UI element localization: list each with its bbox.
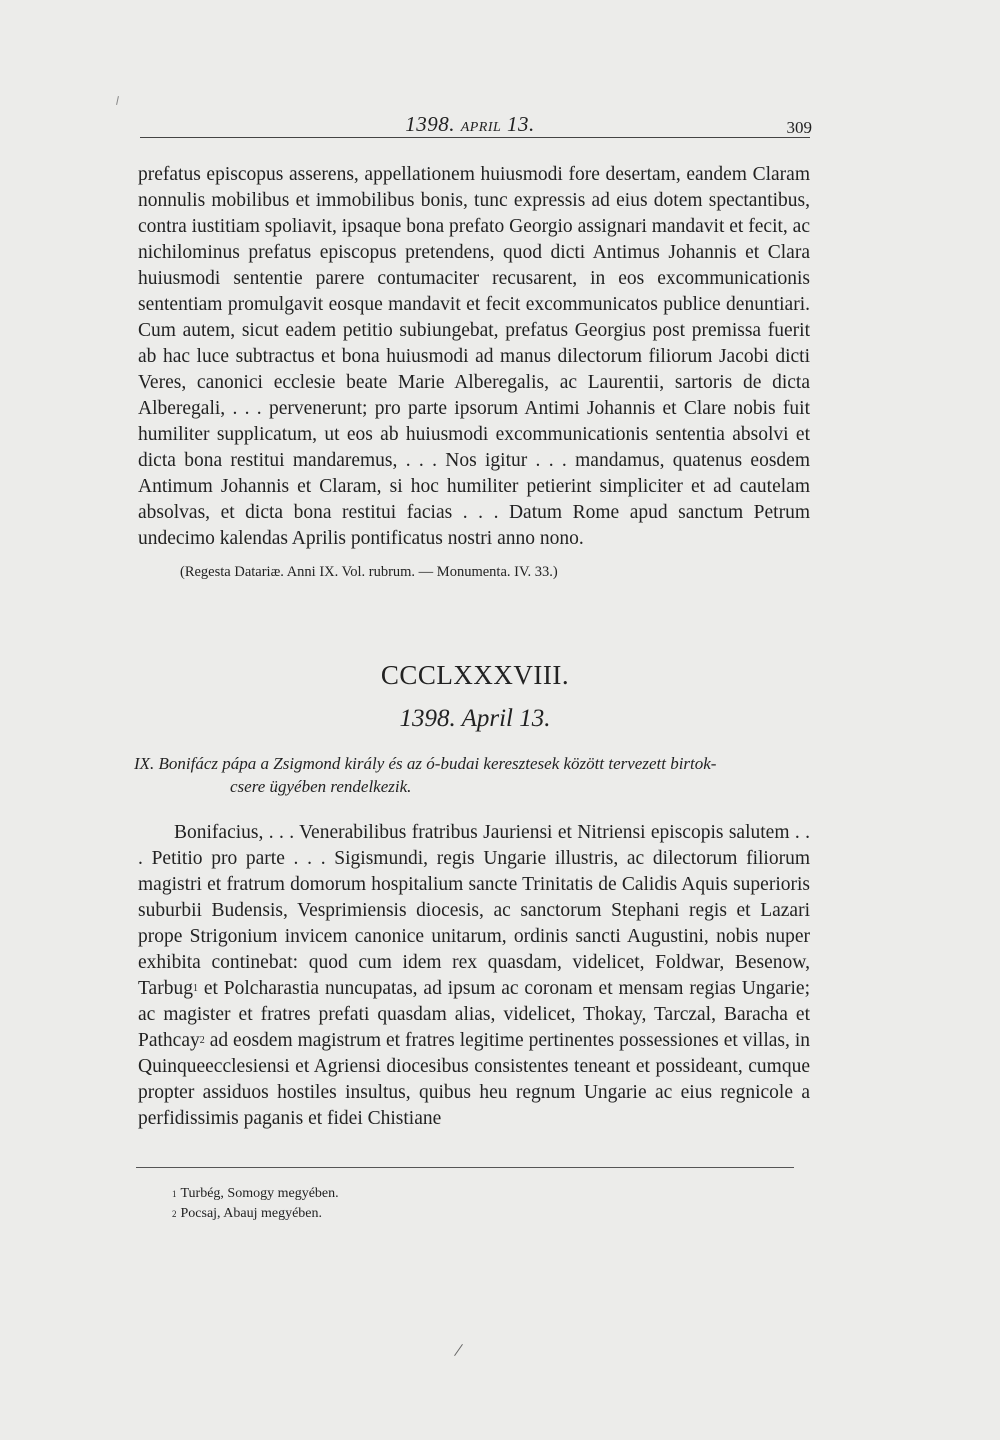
- header-month: APRIL: [460, 120, 502, 135]
- footnote-text: Pocsaj, Abauj megyében.: [180, 1206, 323, 1221]
- footnote: [172, 1204, 339, 1224]
- citation: (Regesta Datariæ. Anni IX. Vol. rubrum. — Monumenta. IV. 33.): [180, 564, 558, 580]
- continuation-text: [138, 162, 810, 552]
- stray-mark: [116, 96, 119, 105]
- header-rule: [140, 137, 810, 138]
- header-year: 1398.: [405, 112, 455, 136]
- footnote-mark: 2: [172, 1209, 177, 1219]
- document-number: CCCLXXXVIII.: [380, 660, 570, 690]
- footnote: [172, 1184, 339, 1204]
- header-day: 13.: [507, 112, 535, 136]
- regest-line: csere ügyében rendelkezik.: [230, 777, 412, 796]
- footnote-mark: 1: [172, 1189, 177, 1199]
- document-date: 1398. April 13.: [399, 705, 551, 732]
- body-text: et Polcharastia nuncupatas, ad ipsum ac coronam et mensam regias Ungarie; ac magister et fratres prefati quasdam alias, videlicet, Thokay, Tarczal, Baracha et Pathcay: [138, 978, 810, 1051]
- document-regest: [134, 752, 810, 798]
- body-text: Bonifacius, . . . Venerabilibus fratribus Jauriensi et Nitriensi episcopis salutem . . . Petitio pro parte . . . Sigismundi, regis Ungarie illustris, ac dilectorum filiorum magistri et fratrum domorum hospitalium sancte Trinitatis de Calidis Aquis superioris suburbii Budensis, Vesprimiensis diocesis, ac sanctorum Stephani regis et Lazari prope Strigonium invicem canonice unitarum, ordinis sancti Augustini, nobis nuper exhibita continebat: quod cum idem rex quasdam, videlicet, Foldwar, Besenow, Tarbug: [138, 822, 810, 999]
- continuation-paragraph: prefatus episcopus asserens, appellationem huiusmodi fore desertam, eandem Claram nonnulis mobilibus et immobilibus bonis, tunc expressis ad eius dotem spectantibus, contra iustitiam spoliavit, ipsaque bona prefato Georgio assignari mandavit et fecit, ac nichilominus prefatus episcopus pretendens, quod dicti Antimus Johannis et Clara huiusmodi sententie parere contumaciter recusarent, in eos excommunicationis sententiam promulgavit eosque mandavit et fecit excommunicatos publice denuntiari. Cum autem, sicut eadem petitio subiungebat, prefatus Georgius post premissa fuerit ab hac luce subtractus et bona huiusmodi ad manus dilectorum filiorum Jacobi dicti Veres, canonici ecclesie beate Marie Alberegalis, ac Laurentii, sartoris de dicta Alberegali, . . . pervenerunt; pro parte ipsorum Antimi Johannis et Clare nobis fuit humiliter supplicatum, ut eos ab huiusmodi excommunicationis sententia absolvi et dicta bona restitui mandaremus, . . . Nos igitur . . . mandamus, quatenus eosdem Antimum Johannis et Claram, si hoc humiliter petierint simpliciter et ad cautelam absolvas, et dicta bona restitui facias . . . Datum Rome apud sanctum Petrum undecimo kalendas Aprilis pontificatus nostri anno nono.: [138, 164, 810, 549]
- footnote-ref: 2: [199, 1035, 205, 1046]
- stray-mark: [454, 1344, 463, 1356]
- footnote-text: Turbég, Somogy megyében.: [180, 1186, 339, 1201]
- regest-line: IX. Bonifácz pápa a Zsigmond király és az ó-budai keresztesek között tervezett birtok-: [134, 754, 717, 773]
- body-text: ad eosdem magistrum et fratres legitime pertinentes possessiones et villas, in Quinqueecclesiensi et Agriensi diocesibus consistentes teneant et possideant, cumque propter assiduos hostiles insultus, quibus heu regnum Ungarie ac eius regnicole a perfidissimis paganis et fidei Chistiane: [138, 1030, 810, 1129]
- document-body: [138, 820, 810, 1132]
- footnotes: [172, 1184, 339, 1224]
- footnote-rule: [136, 1167, 794, 1168]
- body-paragraph: [138, 820, 810, 1132]
- footnote-ref: 1: [192, 983, 198, 994]
- page-number: 309: [786, 118, 812, 137]
